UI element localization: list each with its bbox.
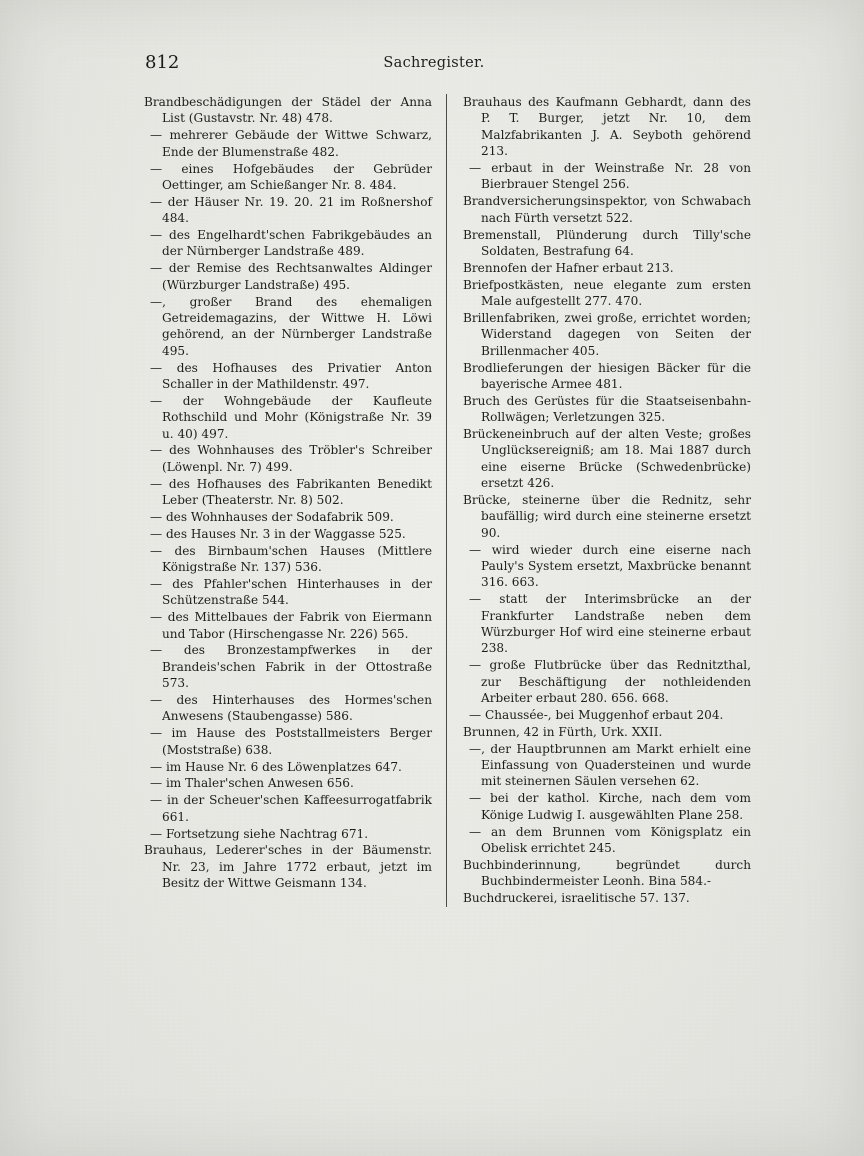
index-entry: Brillenfabriken, zwei große, errichtet worden; Widerstand dagegen von Seiten der Brillenmacher 405.	[463, 310, 751, 358]
index-entry: Briefpostkästen, neue elegante zum ersten Male aufgestellt 277. 470.	[463, 277, 751, 308]
index-entry: Brandversicherungsinspektor, von Schwabach nach Fürth versetzt 522.	[463, 194, 751, 225]
index-entry: — Fortsetzung siehe Nachtrag 671.	[150, 826, 369, 841]
page-content	[104, 52, 764, 907]
index-entry: Brunnen, 42 in Fürth, Urk. XXII.	[463, 724, 663, 739]
index-entry: — des Birnbaum'schen Hauses (Mittlere Königstraße Nr. 137) 536.	[150, 543, 432, 574]
index-entry: — statt der Interimsbrücke an der Frankfurter Landstraße neben dem Würzburger Hof wird eine steinerne erbaut 238.	[469, 592, 751, 656]
index-entry: — im Hause Nr. 6 des Löwenplatzes 647.	[150, 759, 402, 774]
index-entry: Bruch des Gerüstes für die Staatseisenbahn-Rollwägen; Verletzungen 325.	[463, 393, 751, 425]
two-column-body	[144, 94, 804, 907]
index-entry: Brückeneinbruch auf der alten Veste; großes Unglücksereigniß; am 18. Mai 1887 durch eine eiserne Brücke (Schwedenbrücke) ersetzt 426.	[463, 427, 751, 491]
index-entry: Buchbinderinnung, begründet durch Buchbindermeister Leonh. Bina 584.-	[463, 857, 751, 889]
index-entry: — des Engelhardt'schen Fabrikgebäudes an der Nürnberger Landstraße 489.	[150, 228, 432, 259]
index-entry: — eines Hofgebäudes der Gebrüder Oettinger, am Schießanger Nr. 8. 484.	[150, 161, 432, 192]
index-entry: — bei der kathol. Kirche, nach dem vom Könige Ludwig I. ausgewählten Plane 258.	[469, 791, 751, 822]
index-entry: — der Wohngebäude der Kaufleute Rothschild und Mohr (Königstraße Nr. 39 u. 40) 497.	[150, 393, 432, 441]
index-entry: Brodlieferungen der hiesigen Bäcker für die bayerische Armee 481.	[463, 360, 751, 391]
index-entry: — erbaut in der Weinstraße Nr. 28 von Bierbrauer Stengel 256.	[469, 161, 751, 192]
running-title: Sachregister.	[383, 55, 485, 71]
index-entry: —, großer Brand des ehemaligen Getreidemagazins, der Wittwe H. Löwi gehörend, an der Nürnberger Landstraße 495.	[150, 294, 432, 358]
index-entry: — des Pfahler'schen Hinterhauses in der Schützenstraße 544.	[150, 576, 432, 608]
column-right	[446, 94, 751, 907]
index-entry: — des Wohnhauses des Tröbler's Schreiber (Löwenpl. Nr. 7) 499.	[150, 443, 432, 474]
page-header	[104, 52, 764, 82]
column-left	[144, 94, 446, 907]
index-entry: Bremenstall, Plünderung durch Tilly'sche Soldaten, Bestrafung 64.	[463, 227, 751, 258]
index-entry: — an dem Brunnen vom Königsplatz ein Obelisk errichtet 245.	[469, 824, 751, 855]
index-entry: — große Flutbrücke über das Rednitzthal, zur Beschäftigung der nothleidenden Arbeiter erbaut 280. 656. 668.	[469, 658, 751, 705]
index-entry: — des Hofhauses des Fabrikanten Benedikt Leber (Theaterstr. Nr. 8) 502.	[150, 476, 432, 507]
index-entry: — des Mittelbaues der Fabrik von Eiermann und Tabor (Hirschengasse Nr. 226) 565.	[150, 610, 432, 641]
index-entry: Brücke, steinerne über die Rednitz, sehr baufällig; wird durch eine steinerne ersetzt 90.	[463, 493, 751, 540]
index-entry: Brauhaus des Kaufmann Gebhardt, dann des P. T. Burger, jetzt Nr. 10, dem Malzfabrikanten J. A. Seyboth gehörend 213.	[463, 95, 751, 159]
index-entry: —, der Hauptbrunnen am Markt erhielt eine Einfassung von Quadersteinen und wurde mit steinernen Säulen versehen 62.	[469, 741, 751, 789]
index-entry: — des Wohnhauses der Sodafabrik 509.	[150, 509, 394, 524]
index-entry: — des Bronzestampfwerkes in der Brandeis'schen Fabrik in der Ottostraße 573.	[150, 643, 432, 691]
index-entry: — im Hause des Poststallmeisters Berger (Moststraße) 638.	[150, 726, 432, 757]
index-entry: — der Remise des Rechtsanwaltes Aldinger (Würzburger Landstraße) 495.	[150, 261, 432, 292]
index-entry: — des Hinterhauses des Hormes'schen Anwesens (Staubengasse) 586.	[150, 693, 432, 724]
page-number: 812	[145, 52, 180, 73]
index-entry: — in der Scheuer'schen Kaffeesurrogatfabrik 661.	[150, 793, 432, 824]
index-entry: — der Häuser Nr. 19. 20. 21 im Roßnershof 484.	[150, 194, 432, 226]
index-entry: Brandbeschädigungen der Städel der Anna List (Gustavstr. Nr. 48) 478.	[144, 95, 432, 126]
index-entry: Buchdruckerei, israelitische 57. 137.	[463, 891, 690, 905]
index-entry: — wird wieder durch eine eiserne nach Pauly's System ersetzt, Maxbrücke benannt 316. 663.	[469, 542, 751, 590]
index-entry: — des Hofhauses des Privatier Anton Schaller in der Mathildenstr. 497.	[150, 360, 432, 391]
index-entry: — mehrerer Gebäude der Wittwe Schwarz, Ende der Blumenstraße 482.	[150, 128, 432, 159]
index-entry: Brauhaus, Lederer'sches in der Bäumenstr. Nr. 23, im Jahre 1772 erbaut, jetzt im Besitz der Wittwe Geismann 134.	[144, 843, 432, 891]
index-entry: — im Thaler'schen Anwesen 656.	[150, 776, 354, 791]
index-entry: — Chaussée-, bei Muggenhof erbaut 204.	[469, 707, 724, 722]
index-entry: — des Hauses Nr. 3 in der Waggasse 525.	[150, 526, 406, 541]
index-entry: Brennofen der Hafner erbaut 213.	[463, 260, 674, 275]
